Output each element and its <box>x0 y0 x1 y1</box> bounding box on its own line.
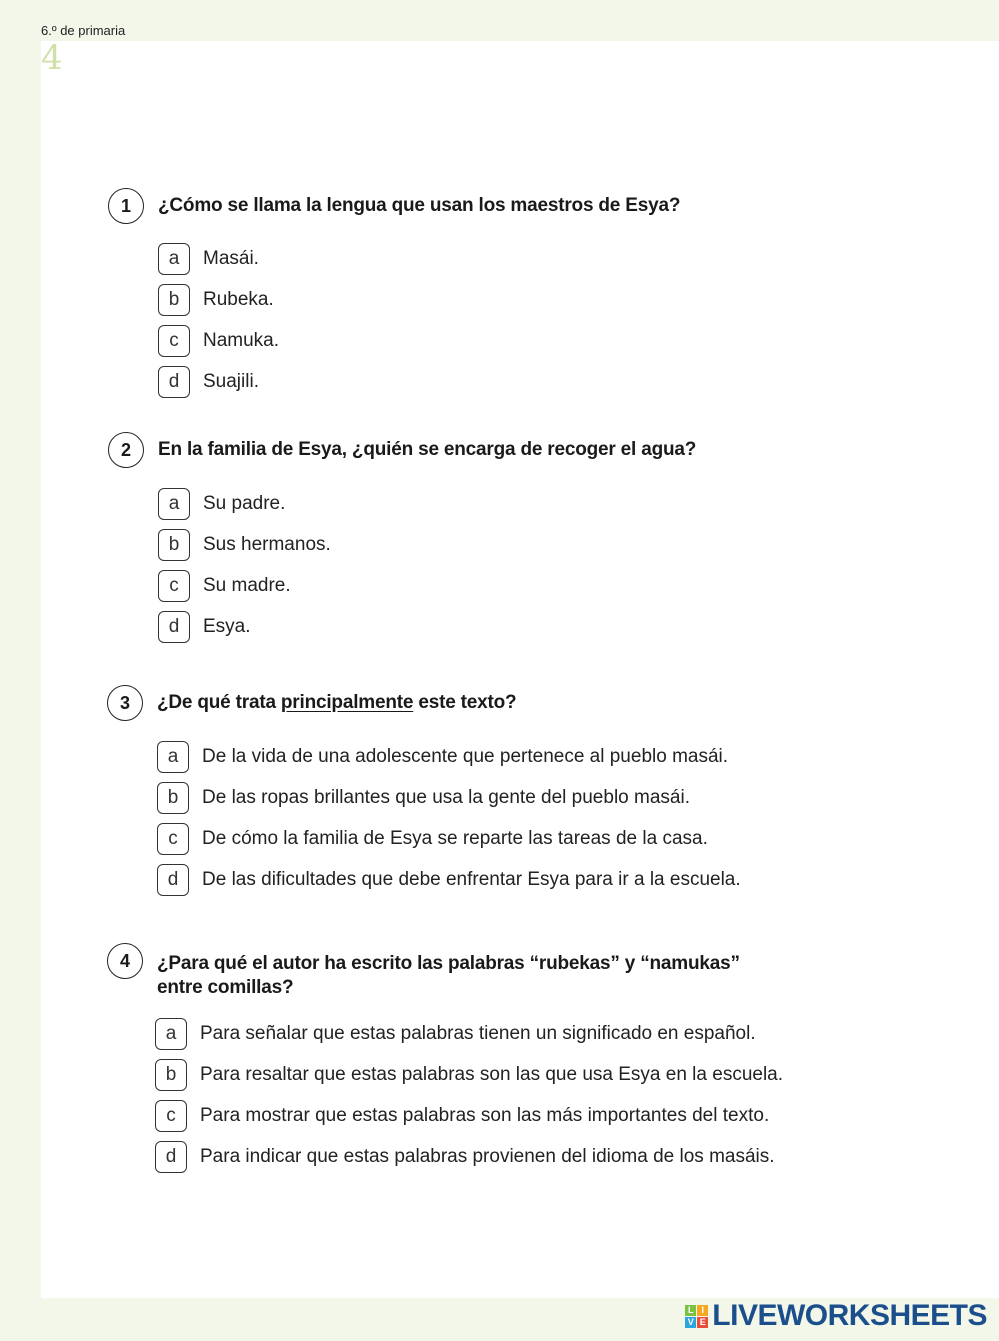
option-text: Para resaltar que estas palabras son las que usa Esya en la escuela. <box>200 1064 784 1085</box>
option-checkbox[interactable]: b <box>157 782 189 814</box>
option-text: De cómo la familia de Esya se reparte las tareas de la casa. <box>202 828 708 849</box>
option-checkbox[interactable]: b <box>158 284 190 316</box>
underlined-word: principalmente <box>280 692 414 713</box>
option-checkbox[interactable]: c <box>157 823 189 855</box>
option-text: Rubeka. <box>203 289 274 310</box>
question-number: 1 <box>108 188 144 224</box>
logo-tile: V <box>685 1317 696 1328</box>
option-c[interactable] <box>158 570 291 602</box>
option-text: Suajili. <box>203 371 259 392</box>
logo-tile: L <box>685 1305 696 1316</box>
unit-number: 4 <box>41 38 63 78</box>
option-text: De las dificultades que debe enfrentar Esya para ir a la escuela. <box>202 869 741 890</box>
option-text: De la vida de una adolescente que pertenece al pueblo masái. <box>202 746 729 767</box>
option-text: Esya. <box>203 616 251 637</box>
option-checkbox[interactable]: b <box>155 1059 187 1091</box>
option-a[interactable] <box>158 488 285 520</box>
option-text: Su padre. <box>203 493 286 514</box>
option-d[interactable] <box>157 864 741 896</box>
option-checkbox[interactable]: d <box>157 864 189 896</box>
logo-tile: E <box>697 1317 708 1328</box>
liveworksheets-brand[interactable] <box>685 1299 987 1333</box>
option-checkbox[interactable]: d <box>158 611 190 643</box>
option-checkbox[interactable]: c <box>155 1100 187 1132</box>
question-number: 2 <box>108 432 144 468</box>
brand-name: LIVEWORKSHEETS <box>712 1299 987 1332</box>
option-text: Para mostrar que estas palabras son las más importantes del texto. <box>200 1105 770 1126</box>
option-text: De las ropas brillantes que usa la gente del pueblo masái. <box>202 787 690 808</box>
question-text: ¿Para qué el autor ha escrito las palabras “rubekas” y “namukas” entre comillas? <box>157 953 740 998</box>
option-c[interactable] <box>157 823 708 855</box>
option-checkbox[interactable]: d <box>155 1141 187 1173</box>
option-d[interactable] <box>155 1141 775 1173</box>
option-a[interactable] <box>157 741 728 773</box>
liveworksheets-logo-icon <box>685 1305 708 1328</box>
option-text: Para señalar que estas palabras tienen un significado en español. <box>200 1023 756 1044</box>
option-checkbox[interactable]: a <box>157 741 189 773</box>
option-checkbox[interactable]: d <box>158 366 190 398</box>
option-c[interactable] <box>158 325 279 357</box>
option-checkbox[interactable]: a <box>158 488 190 520</box>
grade-label: 6.º de primaria <box>41 23 126 38</box>
question-number: 3 <box>107 685 143 721</box>
option-b[interactable] <box>157 782 690 814</box>
option-checkbox[interactable]: a <box>155 1018 187 1050</box>
option-text: Su madre. <box>203 575 291 596</box>
option-b[interactable] <box>158 284 274 316</box>
option-text: Masái. <box>203 248 259 269</box>
option-checkbox[interactable]: c <box>158 570 190 602</box>
question-number: 4 <box>107 943 143 979</box>
option-a[interactable] <box>155 1018 756 1050</box>
option-checkbox[interactable]: b <box>158 529 190 561</box>
option-b[interactable] <box>158 529 331 561</box>
option-d[interactable] <box>158 366 259 398</box>
option-text: Para indicar que estas palabras provienen del idioma de los masáis. <box>200 1146 775 1167</box>
option-c[interactable] <box>155 1100 769 1132</box>
question-text: ¿De qué trata principalmente este texto? <box>157 692 517 713</box>
question-text: En la familia de Esya, ¿quién se encarga de recoger el agua? <box>158 439 697 460</box>
question-text: ¿Cómo se llama la lengua que usan los maestros de Esya? <box>158 195 681 216</box>
option-b[interactable] <box>155 1059 783 1091</box>
option-a[interactable] <box>158 243 259 275</box>
logo-tile: I <box>697 1305 708 1316</box>
option-d[interactable] <box>158 611 251 643</box>
option-text: Namuka. <box>203 330 280 351</box>
option-checkbox[interactable]: a <box>158 243 190 275</box>
option-checkbox[interactable]: c <box>158 325 190 357</box>
option-text: Sus hermanos. <box>203 534 331 555</box>
